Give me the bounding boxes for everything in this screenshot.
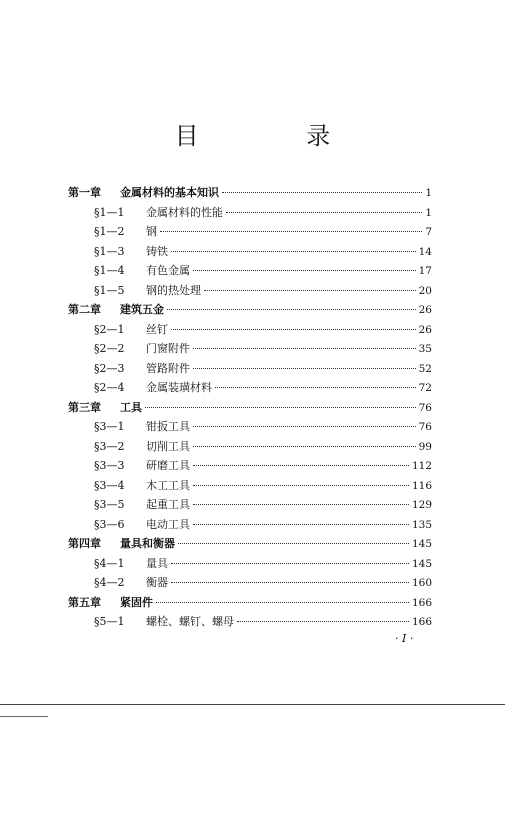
toc-entry-page: 145 [411,538,432,550]
toc-chapter-row[interactable] [68,184,432,204]
toc-section-row[interactable] [68,223,432,243]
dot-leader [204,290,416,291]
toc-entry-page: 72 [418,382,432,394]
toc-section-row[interactable] [68,555,432,575]
toc-entry-title: 钢 [146,225,157,238]
toc-entry-label [94,262,190,278]
toc-entry-title: 有色金属 [146,264,190,277]
toc-entry-page: 116 [411,479,432,492]
toc-entry-number: 第一章 [68,186,101,199]
toc-entry-label [94,418,190,434]
dot-leader [160,231,422,232]
toc-entry-label [94,321,168,337]
toc-entry-number: §3—5 [94,498,125,511]
toc-entry-title: 建筑五金 [120,303,164,316]
toc-entry-number: §5—1 [94,615,125,628]
toc-section-row[interactable] [68,496,432,516]
toc-entry-number: §1—2 [94,225,125,238]
toc-section-row[interactable] [68,574,432,594]
toc-entry-page: 17 [418,265,432,277]
toc-entry-number: §1—5 [94,283,125,297]
toc-entry-number: §3—6 [94,517,125,531]
toc-section-row[interactable] [68,340,432,360]
toc-section-row[interactable] [68,379,432,399]
dot-leader [193,504,409,505]
dot-leader [156,602,409,603]
toc-entry-number: §1—3 [94,244,125,258]
toc-entry-page: 166 [411,616,432,628]
toc-entry-label [94,360,190,376]
dot-leader [215,387,416,388]
toc-entry-label [94,516,190,532]
toc-chapter-row[interactable] [68,399,432,419]
toc-entry-label [68,594,153,610]
toc-entry-label [94,555,168,571]
toc-entry-label [94,282,201,298]
toc-entry-page: 112 [411,460,432,472]
toc-entry-title: 门窗附件 [146,342,190,355]
toc-entry-title: 切削工具 [146,439,190,453]
toc-entry-number: §2—1 [94,322,125,336]
toc-entry-page: 1 [425,187,432,199]
toc-section-row[interactable] [68,418,432,438]
dot-leader [193,270,416,271]
toc-entry-page: 166 [411,596,432,609]
dot-leader [193,524,409,525]
dot-leader [171,582,409,583]
toc-entry-number: 第五章 [68,595,101,609]
toc-entry-page: 145 [411,557,432,570]
toc-entry-number: 第四章 [68,537,101,550]
bottom-rule [0,704,505,705]
toc-entry-page: 7 [425,226,432,238]
toc-section-row[interactable] [68,321,432,341]
toc-entry-label [94,613,234,629]
toc-section-row[interactable] [68,282,432,302]
toc-entry-page: 135 [411,518,432,531]
toc-section-row[interactable] [68,613,432,633]
toc-entry-page: 129 [411,499,432,511]
toc-entry-label [94,496,190,512]
toc-chapter-row[interactable] [68,594,432,614]
toc-section-row[interactable] [68,457,432,477]
toc-entry-title: 螺栓、螺钉、螺母 [146,615,234,628]
toc-section-row[interactable] [68,360,432,380]
toc-entry-number: §3—3 [94,459,125,472]
toc-entry-title: 金属装璜材料 [146,381,212,394]
dot-leader [237,621,409,622]
table-of-contents [68,184,432,633]
dot-leader [193,348,416,349]
toc-entry-page: 26 [418,304,432,316]
toc-entry-page: 1 [425,206,432,219]
dot-leader [145,407,416,408]
page-number: · I · [395,632,414,645]
toc-entry-title: 电动工具 [146,517,190,531]
toc-entry-page: 14 [418,245,432,258]
toc-entry-title: 管路附件 [146,361,190,375]
toc-entry-label [94,204,223,220]
toc-entry-number: §3—2 [94,439,125,453]
toc-entry-title: 金属材料的性能 [146,205,223,219]
dot-leader [193,426,416,427]
toc-entry-label [94,438,190,454]
toc-entry-title: 工具 [120,400,142,414]
dot-leader [171,251,416,252]
toc-entry-title: 钳扳工具 [146,420,190,433]
toc-entry-number: §3—1 [94,420,125,433]
dot-leader [193,446,416,447]
toc-section-row[interactable] [68,243,432,263]
toc-entry-title: 钢的热处理 [146,283,201,297]
toc-chapter-row[interactable] [68,301,432,321]
toc-entry-page: 76 [418,421,432,433]
dot-leader [193,368,416,369]
toc-entry-label [68,184,219,200]
toc-section-row[interactable] [68,477,432,497]
toc-entry-label [68,399,142,415]
toc-entry-title: 紧固件 [120,595,153,609]
toc-entry-title: 金属材料的基本知识 [120,186,219,199]
dot-leader [178,543,409,544]
toc-entry-title: 衡器 [146,576,168,589]
dot-leader [171,563,409,564]
dot-leader [193,485,409,486]
toc-entry-label [68,535,175,551]
toc-entry-title: 研磨工具 [146,459,190,472]
toc-section-row[interactable] [68,204,432,224]
toc-entry-title: 木工工具 [146,478,190,492]
toc-entry-number: §1—4 [94,264,125,277]
toc-entry-number: §4—1 [94,556,125,570]
toc-entry-number: §2—3 [94,361,125,375]
dot-leader [171,329,416,330]
toc-entry-label [68,301,164,317]
toc-entry-title: 量具 [146,556,168,570]
dot-leader [193,465,409,466]
toc-section-row[interactable] [68,438,432,458]
toc-entry-label [94,457,190,473]
toc-entry-number: §1—1 [94,205,125,219]
toc-entry-label [94,379,212,395]
toc-entry-page: 160 [411,577,432,589]
toc-entry-title: 起重工具 [146,498,190,511]
toc-entry-number: 第二章 [68,303,101,316]
toc-entry-page: 26 [418,323,432,336]
toc-entry-number: §3—4 [94,478,125,492]
toc-entry-page: 76 [418,401,432,414]
toc-section-row[interactable] [68,262,432,282]
dot-leader [167,309,416,310]
toc-entry-label [94,243,168,259]
toc-entry-title: 量具和衡器 [120,537,175,550]
page-title: 目 录 [174,122,381,150]
toc-entry-title: 丝钉 [146,322,168,336]
toc-section-row[interactable] [68,516,432,536]
dot-leader [222,192,422,193]
toc-entry-title: 铸铁 [146,244,168,258]
toc-entry-page: 35 [418,343,432,355]
toc-entry-number: 第三章 [68,400,101,414]
toc-entry-number: §2—4 [94,381,125,394]
toc-entry-page: 52 [418,362,432,375]
dot-leader [226,212,422,213]
toc-entry-label [94,477,190,493]
bottom-rule-short [0,716,48,717]
toc-entry-number: §4—2 [94,576,125,589]
toc-entry-number: §2—2 [94,342,125,355]
toc-entry-label [94,340,190,356]
toc-chapter-row[interactable] [68,535,432,555]
toc-entry-label [94,574,168,590]
toc-entry-page: 20 [418,284,432,297]
toc-entry-page: 99 [418,440,432,453]
toc-entry-label [94,223,157,239]
